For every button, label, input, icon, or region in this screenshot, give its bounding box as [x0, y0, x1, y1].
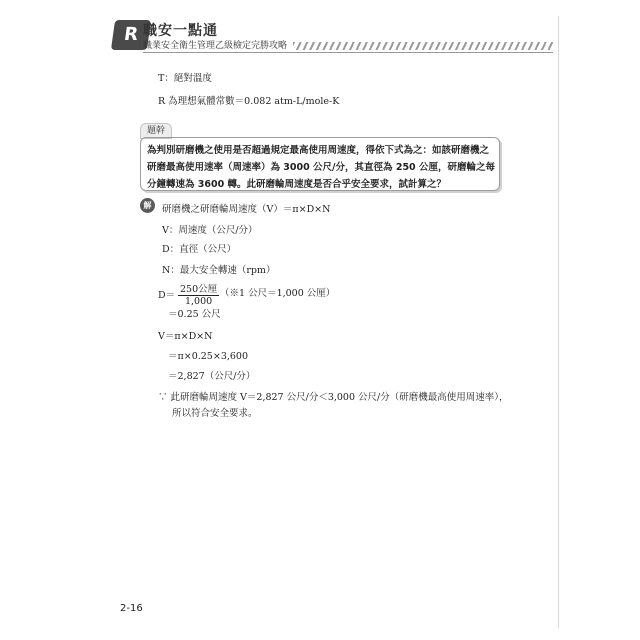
header-stripe-decoration [293, 42, 553, 50]
temperature-definition: T：絕對溫度 [158, 73, 212, 84]
header-rule [143, 52, 553, 53]
book-logo-icon: R [111, 20, 151, 50]
gas-constant-definition: R 為理想氣體常數＝0.082 atm-L/mole-K [158, 96, 340, 107]
diameter-fraction [178, 281, 219, 307]
velocity-result: ＝2,827（公尺/分） [168, 371, 256, 382]
page-edge [83, 16, 559, 628]
unit-conversion-note: （※1 公尺＝1,000 公厘） [220, 288, 336, 299]
conclusion-line-2: 所以符合安全要求。 [172, 408, 258, 419]
definition-d: D：直徑（公尺） [162, 244, 237, 255]
velocity-formula: V＝π×D×N [158, 331, 213, 342]
diameter-label: D＝ [158, 290, 176, 301]
answer-icon: 解 [140, 198, 155, 213]
diameter-result: ＝0.25 公尺 [168, 309, 221, 320]
fraction-numerator: 250公厘 [178, 281, 219, 296]
question-text: 為判別研磨機之使用是否超過規定最高使用周速度，得依下式為之：如該研磨機之研磨最高使用速率（周速率）為 3000 公尺/分，其直徑為 250 公厘，研磨輪之每分鐘轉速為 3600 轉。此研磨輪周速度是否合乎安全要求，試計算之？ [147, 145, 495, 190]
book-title: 職安一點通 [143, 23, 218, 39]
definition-v: V：周速度（公尺/分） [162, 225, 258, 236]
fraction-denominator: 1,000 [184, 296, 213, 307]
velocity-substitution: ＝π×0.25×3,600 [168, 351, 249, 362]
definition-n: N：最大安全轉速（rpm） [162, 265, 276, 276]
book-subtitle: 職業安全衛生管理乙級檢定完勝攻略 [143, 41, 288, 51]
page-header [83, 18, 557, 54]
conclusion-line-1: ∵ 此研磨輪周速度 V＝2,827 公尺/分＜3,000 公尺/分（研磨機最高使用周速率）， [158, 392, 509, 403]
question-tag: 題幹 [140, 123, 172, 139]
answer-formula: 研磨機之研磨輪周速度（V）＝π×D×N [162, 204, 331, 215]
page-number: 2-16 [120, 603, 143, 614]
